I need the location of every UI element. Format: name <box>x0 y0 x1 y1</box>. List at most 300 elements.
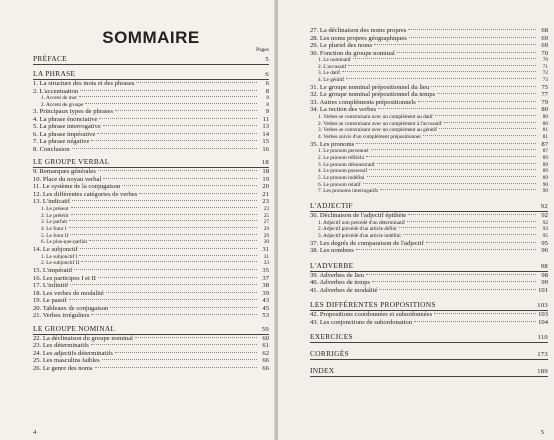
entry-page-number: 8 <box>266 101 269 108</box>
entry-page-number: 73 <box>542 77 548 84</box>
dot-leader <box>71 207 257 208</box>
entry-page-number: 6 <box>265 80 269 87</box>
entry-label: PRÉFACE <box>33 54 67 63</box>
entry-page-number: 103 <box>538 311 548 319</box>
entry-label: LE GROUPE VERBAL <box>33 157 110 167</box>
entry-page-number: 89 <box>542 154 548 161</box>
entry-page-number: 87 <box>541 140 548 148</box>
dot-leader <box>366 274 536 275</box>
entry-page-number: 9 <box>265 108 269 116</box>
toc-entry <box>310 141 548 149</box>
toc-entry <box>33 123 269 131</box>
entry-label: 31. Le groupe nominal prépositionnel du lieu <box>310 83 430 91</box>
dot-leader <box>72 148 257 149</box>
entry-label: INDEX <box>310 366 335 376</box>
right-column <box>310 27 548 377</box>
entry-label: 29. Le pluriel des noms <box>310 42 373 49</box>
section-heading <box>33 69 269 80</box>
entry-page-number: 77 <box>541 91 548 99</box>
entry-page-number: 80 <box>542 120 548 127</box>
dot-leader <box>366 156 536 157</box>
toc-entry <box>33 131 269 139</box>
entry-page-number: 66 <box>262 357 269 365</box>
entry-page-number: 8 <box>265 87 269 95</box>
toc-subentry <box>310 64 548 71</box>
entry-page-number: 20 <box>262 183 269 191</box>
toc-entry <box>310 106 548 114</box>
entry-label: 16. Les participes I et II <box>33 274 96 282</box>
dot-leader <box>69 220 257 221</box>
dot-leader <box>79 96 257 97</box>
toc-subentry <box>310 233 548 240</box>
toc-entry <box>33 116 269 124</box>
entry-label: 17. L'infinitif <box>33 282 69 290</box>
toc-subentry <box>310 226 548 233</box>
entry-page-number: 14 <box>262 130 269 138</box>
dot-leader <box>437 93 536 94</box>
entry-page-number: 31 <box>263 253 269 260</box>
dot-leader <box>380 189 536 190</box>
entry-page-number: 96 <box>541 247 548 255</box>
dot-leader <box>363 183 536 184</box>
entry-page-number: 81 <box>542 127 548 134</box>
dot-leader <box>70 284 257 285</box>
toc-entry <box>310 319 548 327</box>
toc-entry <box>310 247 548 255</box>
entry-page-number: 173 <box>537 351 548 359</box>
entry-label: 7. Les pronoms interrogatifs <box>318 188 379 195</box>
pages-column-label: Pages <box>256 47 269 53</box>
dot-leader <box>103 178 257 179</box>
section-heading <box>310 201 548 212</box>
entry-page-number: 25 <box>263 212 269 219</box>
entry-label: EXERCICES <box>310 332 353 342</box>
dot-leader <box>414 321 536 322</box>
entry-page-number: 8 <box>266 95 269 101</box>
dot-leader <box>95 367 257 368</box>
section-heading <box>310 261 548 272</box>
dot-leader <box>80 248 257 249</box>
dot-leader <box>91 314 257 315</box>
toc-subentry <box>310 188 548 195</box>
dot-leader <box>348 65 536 66</box>
dot-leader <box>79 255 257 256</box>
entry-page-number: 98 <box>541 271 548 279</box>
dot-leader <box>98 277 257 278</box>
entry-label: 2. Accent de groupe <box>41 101 84 108</box>
dot-leader <box>372 281 536 282</box>
entry-label: 37. Les degrés de comparaison de l'adjectif <box>310 239 424 247</box>
dot-leader <box>136 82 257 83</box>
entry-page-number: 19 <box>262 175 269 183</box>
entry-label: 15. L'impératif <box>33 267 73 275</box>
entry-page-number: 21 <box>262 190 269 198</box>
entry-page-number: 62 <box>262 349 269 357</box>
dot-leader <box>97 133 257 134</box>
toc-entry <box>310 99 548 107</box>
entry-label: 20. Tableaux de conjugaison <box>33 304 109 312</box>
toc-entry <box>310 240 548 248</box>
entry-label: CORRIGÉS <box>310 349 349 359</box>
entry-label: 13. L'indicatif <box>33 198 71 206</box>
toc-entry <box>33 357 269 365</box>
entry-page-number: 18 <box>261 159 269 167</box>
entry-page-number: 16 <box>262 145 269 153</box>
entry-page-number: 92 <box>542 219 548 226</box>
entry-page-number: 104 <box>538 318 548 326</box>
page-number-left: 4 <box>33 429 37 436</box>
entry-page-number: 80 <box>542 113 548 120</box>
entry-page-number: 90 <box>542 188 548 195</box>
entry-page-number: 61 <box>262 342 269 350</box>
entry-page-number: 81 <box>542 133 548 140</box>
entry-label: 21. Verbes irréguliers <box>33 312 90 320</box>
section-heading <box>310 349 548 360</box>
toc-entry <box>310 27 548 35</box>
entry-page-number: 70 <box>541 49 548 57</box>
entry-page-number: 39 <box>262 289 269 297</box>
dot-leader <box>378 108 536 109</box>
dot-leader <box>374 44 536 45</box>
dot-leader <box>69 227 257 228</box>
entry-label: 3. Adjectif précédé d'un article indéfini <box>318 232 401 239</box>
entry-label: 28. Les noms propres géographiques <box>310 34 407 42</box>
entry-page-number: 13 <box>262 123 269 131</box>
entry-label: 32. Le groupe nominal prépositionnel du temps <box>310 91 436 99</box>
entry-label: 5. Le pronom indéfini <box>318 174 365 181</box>
entry-page-number: 5 <box>265 56 269 63</box>
dot-leader <box>371 149 536 150</box>
dot-leader <box>115 110 257 111</box>
entry-label: 36. Déclinaison de l'adjectif épithète <box>310 212 407 220</box>
dot-leader <box>369 169 536 170</box>
dot-leader <box>74 269 257 270</box>
entry-label: 2. Verbes se construisant avec un complément à l'accusatif <box>318 120 442 127</box>
toc-entry <box>310 272 548 280</box>
toc-subentry <box>33 213 269 220</box>
entry-page-number: 53 <box>262 312 269 320</box>
entry-page-number: 29 <box>263 226 269 233</box>
toc-entry <box>33 365 269 373</box>
entry-label: L'ADJECTIF <box>310 201 353 211</box>
entry-page-number: 66 <box>262 364 269 372</box>
entry-label: 4. Le pronom possessif <box>318 168 368 175</box>
entry-page-number: 75 <box>541 83 548 91</box>
entry-label: 3. Le parfait <box>41 219 68 226</box>
entry-page-number: 98 <box>540 262 548 270</box>
toc-entry <box>33 88 269 96</box>
toc-list-left <box>33 54 269 372</box>
toc-subentry <box>310 134 548 141</box>
entry-page-number: 11 <box>262 115 269 123</box>
toc-subentry <box>310 57 548 64</box>
toc-entry <box>33 198 269 206</box>
toc-subentry <box>310 175 548 182</box>
dot-leader <box>444 122 536 123</box>
toc-entry <box>33 282 269 290</box>
entry-label: 2. L'accusatif <box>318 63 347 70</box>
toc-subentry <box>310 168 548 175</box>
toc-subentry <box>33 102 269 109</box>
entry-page-number: 23 <box>263 205 269 212</box>
entry-label: 24. Les adjectifs déterminatifs <box>33 349 113 357</box>
entry-page-number: 30 <box>263 239 269 246</box>
dot-leader <box>81 261 257 262</box>
entry-page-number: 101 <box>538 286 548 294</box>
entry-page-number: 87 <box>542 148 548 155</box>
dot-leader <box>434 313 536 314</box>
dot-leader <box>122 185 257 186</box>
entry-label: 1. Le subjonctif I <box>41 253 78 260</box>
entry-page-number: 15 <box>262 138 269 146</box>
entry-label: 2. Adjectif précédé d'un article défini <box>318 226 397 233</box>
entry-page-number: 27 <box>263 219 269 226</box>
toc-entry <box>33 290 269 298</box>
toc-entry <box>33 183 269 191</box>
entry-label: 1. Adjectif non précédé d'un déterminatif <box>318 219 405 226</box>
section-heading <box>310 300 548 311</box>
entry-label: 5. Le futur II <box>41 232 69 239</box>
dot-leader <box>439 128 536 129</box>
toc-entry <box>310 212 548 220</box>
dot-leader <box>377 163 536 164</box>
dot-leader <box>102 359 257 360</box>
entry-label: 8. Conclusion <box>33 145 70 153</box>
toc-subentry <box>310 155 548 162</box>
toc-subentry <box>33 206 269 213</box>
entry-label: 6. Le plus-que-parfait <box>41 239 88 246</box>
entry-label: 3. Le pronom démonstratif <box>318 161 375 168</box>
page-title: SOMMAIRE <box>102 28 200 47</box>
entry-label: 1. Verbes se construisant avec un complément au datif <box>318 113 433 120</box>
toc-subentry <box>310 77 548 84</box>
entry-page-number: 29 <box>263 232 269 239</box>
dot-leader <box>353 58 536 59</box>
entry-label: 43. Les conjonctions de subordonation <box>310 318 413 326</box>
entry-page-number: 59 <box>261 325 269 333</box>
entry-label: 1. Accent de mot <box>41 95 77 101</box>
dot-leader <box>407 221 536 222</box>
entry-label: 41. Adverbes de modalité <box>310 286 378 294</box>
entry-label: 38. Les nombres <box>310 247 354 255</box>
entry-label: 33. Autres compléments prépositionnels <box>310 98 416 106</box>
dot-leader <box>426 242 536 243</box>
toc-subentry <box>310 114 548 121</box>
entry-label: 5. La phrase interrogative <box>33 123 101 131</box>
toc-entry <box>310 42 548 50</box>
toc-subentry <box>33 239 269 246</box>
toc-entry <box>33 297 269 305</box>
entry-label: 2. Le subjonctif II <box>41 260 80 267</box>
dot-leader <box>408 29 536 30</box>
entry-page-number: 6 <box>265 71 269 78</box>
entry-label: LES DIFFÉRENTES PROPOSITIONS <box>310 300 436 310</box>
toc-entry <box>33 138 269 146</box>
entry-label: 34. La rection des verbes <box>310 106 377 114</box>
entry-label: 40. Adverbes de temps <box>310 279 371 287</box>
toc-entry <box>33 80 269 88</box>
left-column <box>33 28 269 372</box>
entry-page-number: 99 <box>541 279 548 287</box>
entry-label: 3. Principaux types de phrases <box>33 108 114 116</box>
entry-label: 12. Les différentes catégories de verbes <box>33 190 138 198</box>
entry-label: 6. Le pronom relatif <box>318 181 361 188</box>
dot-leader <box>115 352 257 353</box>
entry-page-number: 89 <box>542 161 548 168</box>
toc-entry <box>310 287 548 295</box>
entry-page-number: 72 <box>542 70 548 77</box>
entry-label: 4. Verbes suivis d'un complément prépositionnel <box>318 133 421 140</box>
toc-entry <box>33 342 269 350</box>
dot-leader <box>91 140 257 141</box>
entry-label: 2. Le pronom réfléchi <box>318 154 365 161</box>
dot-leader <box>70 234 257 235</box>
entry-page-number: 80 <box>541 106 548 114</box>
entry-page-number: 103 <box>537 302 548 310</box>
entry-label: 27. La déclinaison des noms propres <box>310 27 407 34</box>
dot-leader <box>89 240 257 241</box>
entry-page-number: 43 <box>262 297 269 305</box>
toc-entry <box>33 350 269 358</box>
entry-page-number: 92 <box>540 203 548 211</box>
dot-leader <box>91 344 257 345</box>
entry-label: 14. Le subjonctif <box>33 246 78 254</box>
toc-subentry <box>310 70 548 77</box>
toc-subentry <box>33 226 269 233</box>
dot-leader <box>423 135 536 136</box>
section-heading <box>310 332 548 343</box>
entry-label: 2. Le prétérit <box>41 212 69 219</box>
entry-label: 25. Les masculins faibles <box>33 357 100 365</box>
left-page <box>0 0 276 440</box>
dot-leader <box>408 214 536 215</box>
toc-entry <box>33 267 269 275</box>
dot-leader <box>98 170 257 171</box>
dot-leader <box>367 176 537 177</box>
dot-leader <box>418 101 536 102</box>
toc-subentry <box>33 260 269 267</box>
entry-label: 4. La phrase énonciative <box>33 115 98 123</box>
toc-entry <box>33 191 269 199</box>
entry-label: 18. Les verbes de modalité <box>33 289 104 297</box>
toc-entry <box>33 275 269 283</box>
section-heading <box>33 54 269 65</box>
dot-leader <box>409 37 536 38</box>
entry-label: LE GROUPE NOMINAL <box>33 323 116 333</box>
toc-entry <box>33 335 269 343</box>
entry-page-number: 23 <box>262 198 269 206</box>
entry-page-number: 92 <box>541 212 548 220</box>
entry-page-number: 69 <box>541 42 548 49</box>
entry-page-number: 37 <box>262 274 269 282</box>
dot-leader <box>72 200 257 201</box>
toc-entry <box>310 50 548 58</box>
dot-leader <box>399 227 536 228</box>
dot-leader <box>99 118 257 119</box>
entry-label: 39. Adverbes de lieu <box>310 271 365 279</box>
entry-label: 22. La déclinaison du groupe nominal <box>33 334 133 342</box>
entry-label: 30. Fonction du groupe nominal <box>310 49 395 57</box>
toc-entry <box>33 108 269 116</box>
dot-leader <box>435 115 536 116</box>
entry-page-number: 31 <box>262 246 269 254</box>
entry-label: 4. Le futur I <box>41 226 67 233</box>
entry-page-number: 68 <box>541 27 548 34</box>
entry-page-number: 35 <box>262 267 269 275</box>
entry-label: 10. Place du noyau verbal <box>33 175 102 183</box>
entry-label: 3. Le datif <box>318 70 340 77</box>
entry-page-number: 89 <box>542 168 548 175</box>
dot-leader <box>342 71 536 72</box>
entry-page-number: 79 <box>541 98 548 106</box>
entry-page-number: 60 <box>262 334 269 342</box>
toc-entry <box>310 91 548 99</box>
dot-leader <box>106 292 257 293</box>
section-heading <box>310 366 548 377</box>
dot-leader <box>397 52 536 53</box>
toc-list-right <box>310 27 548 377</box>
toc-entry <box>33 305 269 313</box>
entry-label: 6. La phrase impérative <box>33 130 96 138</box>
entry-label: 35. Les pronoms <box>310 140 355 148</box>
page-number-right: 5 <box>540 429 544 436</box>
entry-label: 1. Le pronom personnel <box>318 148 369 155</box>
toc-entry <box>310 311 548 319</box>
entry-page-number: 110 <box>537 334 548 342</box>
entry-label: 19. Le passif <box>33 297 67 305</box>
dot-leader <box>379 289 536 290</box>
toc-entry <box>33 146 269 154</box>
toc-entry <box>33 246 269 254</box>
dot-leader <box>403 234 536 235</box>
entry-page-number: 95 <box>541 239 548 247</box>
dot-leader <box>103 125 257 126</box>
entry-page-number: 93 <box>542 226 548 233</box>
toc-entry <box>310 35 548 43</box>
right-page <box>278 0 554 440</box>
dot-leader <box>85 103 257 104</box>
dot-leader <box>135 337 257 338</box>
entry-page-number: 18 <box>262 168 269 176</box>
section-heading <box>33 157 269 168</box>
entry-label: L'ADVERBE <box>310 260 354 270</box>
entry-page-number: 95 <box>542 232 548 239</box>
entry-label: 9. Remarques générales <box>33 168 96 176</box>
toc-entry <box>33 168 269 176</box>
dot-leader <box>356 249 536 250</box>
entry-label: 26. Le genre des noms <box>33 364 93 372</box>
dot-leader <box>346 78 536 79</box>
entry-label: 7. La phrase négative <box>33 138 90 146</box>
dot-leader <box>110 307 257 308</box>
entry-label: 42. Propositions coordonnées et subordonnées <box>310 311 433 319</box>
entry-page-number: 33 <box>263 260 269 267</box>
entry-page-number: 189 <box>537 368 548 376</box>
entry-label: 4. Le génitif <box>318 77 345 84</box>
toc-entry <box>33 312 269 320</box>
entry-label: 11. Le système de la conjugaison <box>33 183 121 191</box>
entry-label: 1. Le nominatif <box>318 57 351 63</box>
dot-leader <box>356 143 536 144</box>
entry-page-number: 70 <box>542 57 548 63</box>
entry-page-number: 69 <box>541 34 548 42</box>
section-heading <box>33 324 269 335</box>
toc-entry <box>33 176 269 184</box>
entry-label: 1. Le présent <box>41 205 69 212</box>
toc-subentry <box>310 148 548 155</box>
dot-leader <box>431 86 536 87</box>
dot-leader <box>69 299 257 300</box>
